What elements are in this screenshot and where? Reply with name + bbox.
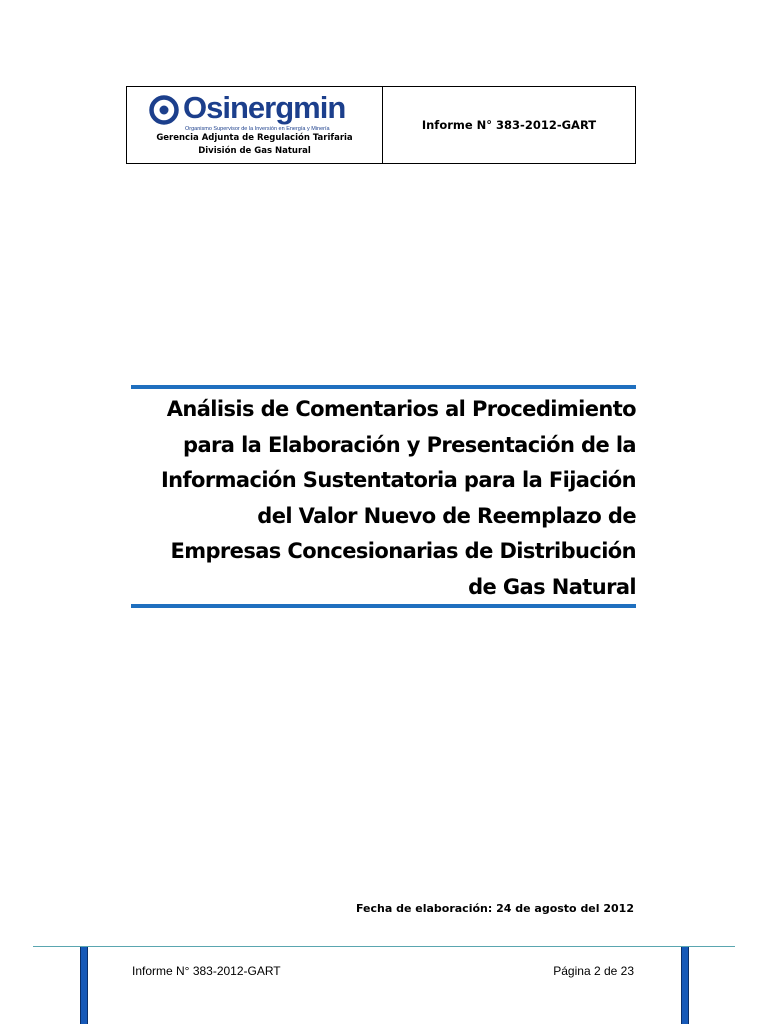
title-line: de Gas Natural (468, 574, 636, 599)
page-number: Página 2 de 23 (553, 964, 634, 978)
header-logo-cell (127, 87, 383, 163)
elaboration-date: Fecha de elaboración: 24 de agosto del 2012 (355, 902, 634, 915)
logo-wordmark: Osinergmin (183, 90, 346, 125)
osinergmin-emblem-icon (149, 93, 179, 127)
document-title (131, 392, 636, 605)
org-division: División de Gas Natural (198, 146, 311, 156)
document-header (126, 86, 636, 164)
footer-bar-right (681, 947, 689, 1024)
footer-report-number: Informe N° 383-2012-GART (132, 964, 281, 978)
title-line: Análisis de Comentarios al Procedimiento (166, 397, 636, 421)
org-department: Gerencia Adjunta de Regulación Tarifaria (156, 133, 353, 143)
report-number: Informe N° 383-2012-GART (421, 118, 597, 132)
footer-divider (33, 946, 735, 947)
footer-bar-left (80, 947, 88, 1024)
title-line: del Valor Nuevo de Reemplazo de (257, 503, 636, 528)
logo-tagline: Organismo Supervisor de la Inversión en Energía y Minería (185, 126, 330, 132)
title-line: Información Sustentatoria para la Fijación (160, 468, 636, 492)
title-line: para la Elaboración y Presentación de la (183, 432, 636, 457)
title-rule-top (131, 385, 636, 389)
title-rule-bottom (131, 604, 636, 608)
title-line: Empresas Concesionarias de Distribución (170, 539, 636, 563)
osinergmin-logo (149, 90, 364, 133)
